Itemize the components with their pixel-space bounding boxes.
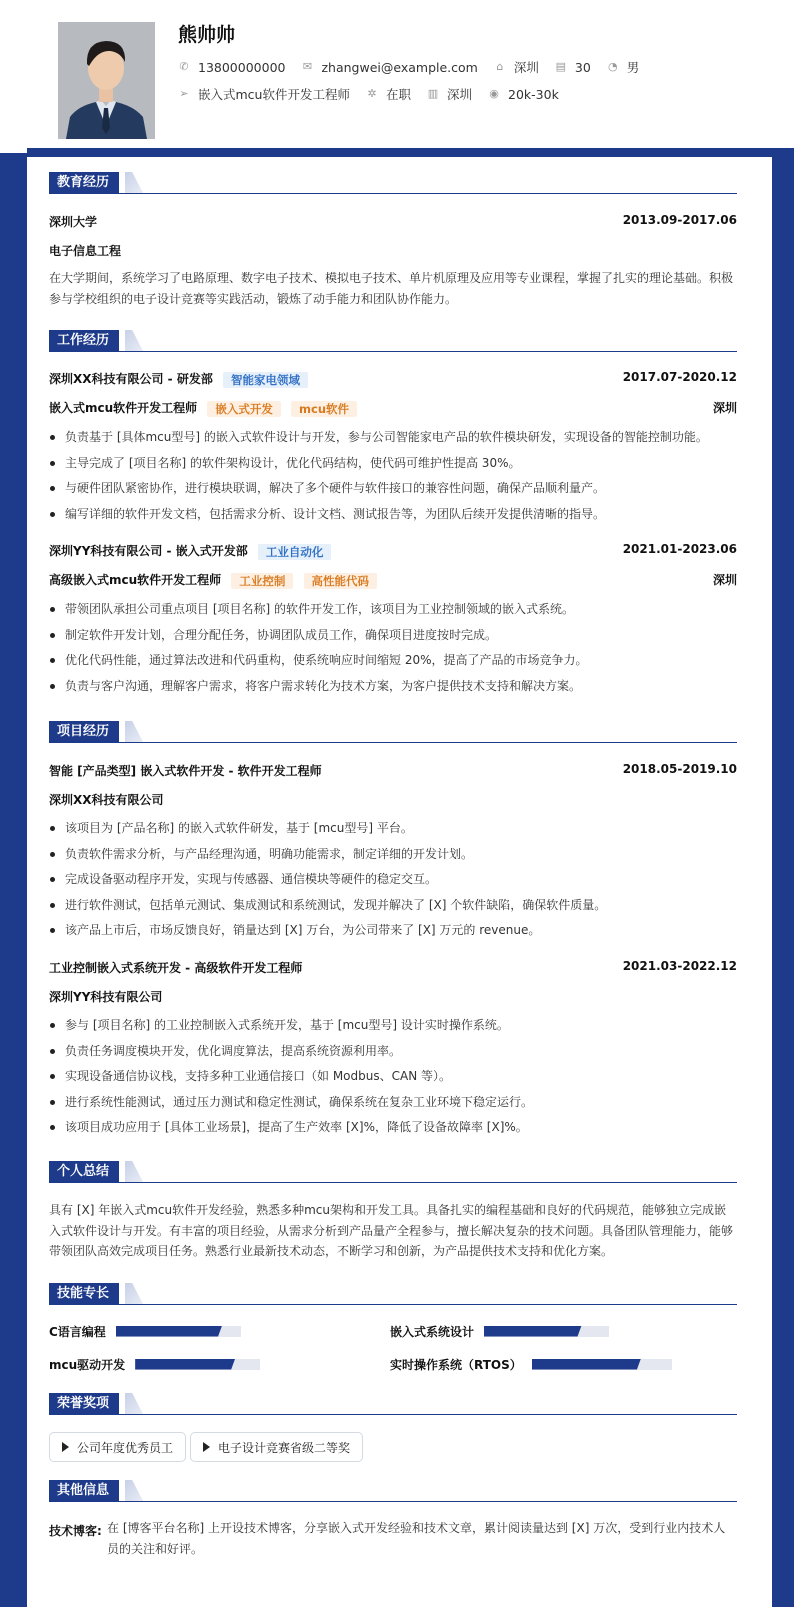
work-1-tag: mcu软件 bbox=[291, 401, 357, 417]
section-title-tail bbox=[125, 1283, 143, 1304]
list-item: 主导完成了 [项目名称] 的软件架构设计，优化代码结构，使代码可维护性提高 30%。 bbox=[49, 455, 737, 481]
play-triangle-icon bbox=[62, 1442, 69, 1452]
email-item bbox=[301, 60, 477, 75]
building-icon: ▥ bbox=[427, 87, 439, 100]
section-title-tail bbox=[125, 172, 143, 193]
edu-description: 在大学期间，系统学习了电路原理、数字电子技术、模拟电子技术、单片机原理及应用等专业课程，掌握了扎实的理论基础。积极参与学校组织的电子设计竞赛等实践活动，锻炼了动手能力和团队协作能力。 bbox=[49, 271, 734, 306]
skill-item bbox=[390, 1323, 609, 1339]
salary-value: 20k-30k bbox=[508, 86, 559, 102]
section-skills bbox=[49, 1283, 737, 1305]
phone-item bbox=[178, 60, 285, 75]
target-city-value: 深圳 bbox=[447, 87, 473, 102]
list-item: 制定软件开发计划，合理分配任务，协调团队成员工作，确保项目进度按时完成。 bbox=[49, 627, 737, 653]
list-item: 负责任务调度模块开发，优化调度算法，提高系统资源利用率。 bbox=[49, 1043, 737, 1069]
coin-icon: ◉ bbox=[489, 87, 499, 100]
list-item: 与硬件团队紧密协作，进行模块联调，解决了多个硬件与软件接口的兼容性问题，确保产品顺利量产。 bbox=[49, 480, 737, 506]
project-1-title: 智能 [产品类型] 嵌入式软件开发 - 软件开发工程师 bbox=[49, 764, 322, 778]
skill-level-bar bbox=[532, 1359, 672, 1370]
skill-level-bar bbox=[135, 1359, 260, 1370]
section-rule bbox=[49, 1304, 737, 1306]
section-title: 个人总结 bbox=[49, 1161, 119, 1182]
section-title-tail bbox=[125, 1480, 143, 1501]
work-1-date: 2017.07-2020.12 bbox=[622, 370, 737, 384]
list-item: 编写详细的软件开发文档，包括需求分析、设计文档、测试报告等，为团队后续开发提供清晰的指导。 bbox=[49, 506, 737, 532]
work-2-company: 深圳YY科技有限公司 - 嵌入式开发部 bbox=[49, 544, 248, 558]
phone-value: 13800000000 bbox=[198, 59, 286, 75]
home-icon: ⌂ bbox=[496, 60, 504, 73]
list-item: 该项目成功应用于 [具体工业场景]，提高了生产效率 [X]%，降低了设备故障率 [X]%。 bbox=[49, 1119, 737, 1145]
section-title-tail bbox=[125, 721, 143, 742]
list-item: 参与 [项目名称] 的工业控制嵌入式系统开发，基于 [mcu型号] 设计实时操作系统。 bbox=[49, 1017, 737, 1043]
list-item: 优化代码性能，通过算法改进和代码重构，使系统响应时间缩短 20%，提高了产品的市场竞争力。 bbox=[49, 652, 737, 678]
honor-text: 公司年度优秀员工 bbox=[77, 1440, 174, 1455]
honor-text: 电子设计竞赛省级二等奖 bbox=[218, 1440, 351, 1455]
section-title: 荣誉奖项 bbox=[49, 1393, 119, 1414]
section-honors bbox=[49, 1393, 737, 1415]
section-title-tail bbox=[125, 330, 143, 351]
section-rule bbox=[49, 1414, 737, 1416]
location-item bbox=[494, 58, 539, 76]
work-2-bullets bbox=[49, 601, 737, 703]
work-2-city: 深圳 bbox=[712, 573, 737, 587]
list-item: 完成设备驱动程序开发，实现与传感器、通信模块等硬件的稳定交互。 bbox=[49, 871, 737, 897]
skill-item bbox=[49, 1356, 260, 1372]
list-item: 负责与客户沟通，理解客户需求，将客户需求转化为技术方案，为客户提供技术支持和解决方案。 bbox=[49, 678, 737, 704]
avatar bbox=[58, 22, 155, 139]
work-2-role-line bbox=[49, 571, 377, 589]
honor-item bbox=[49, 1432, 186, 1462]
edu-date: 2013.09-2017.06 bbox=[622, 213, 737, 227]
section-title: 其他信息 bbox=[49, 1480, 119, 1501]
honor-item bbox=[190, 1432, 363, 1462]
section-title: 教育经历 bbox=[49, 172, 119, 193]
age-value: 30 bbox=[574, 59, 591, 75]
skill-level-fill bbox=[532, 1359, 641, 1370]
mail-icon: ✉ bbox=[302, 60, 313, 73]
section-projects bbox=[49, 721, 737, 743]
skill-item bbox=[390, 1356, 672, 1372]
project-2-date: 2021.03-2022.12 bbox=[622, 959, 737, 973]
list-item: 带领团队承担公司重点项目 [项目名称] 的软件开发工作，该项目为工业控制领域的嵌入式系统。 bbox=[49, 601, 737, 627]
list-item: 负责基于 [具体mcu型号] 的嵌入式软件设计与开发，参与公司智能家电产品的软件模块研发，实现设备的智能控制功能。 bbox=[49, 429, 737, 455]
work-1-role-line bbox=[49, 399, 357, 417]
section-rule bbox=[49, 742, 737, 744]
job-target-value: 嵌入式mcu软件开发工程师 bbox=[198, 87, 350, 102]
list-item: 进行系统性能测试，通过压力测试和稳定性测试，确保系统在复杂工业环境下稳定运行。 bbox=[49, 1094, 737, 1120]
project-2-title: 工业控制嵌入式系统开发 - 高级软件开发工程师 bbox=[49, 961, 303, 975]
skill-name: mcu驱动开发 bbox=[49, 1357, 126, 1372]
summary-text: 具有 [X] 年嵌入式mcu软件开发经验，熟悉多种mcu架构和开发工具。具备扎实的编程基础和良好的代码规范，能够独立完成嵌入式软件设计与开发。有丰富的项目经验，从需求分析到产品量产全程参与，擅长解决复杂的技术问题。具备团队管理能力，能够带领团队高效完成项目任务。熟悉行业最新技术动态，不断学习和创新，为产品提供技术支持和优化方案。 bbox=[49, 1203, 734, 1258]
section-other bbox=[49, 1480, 737, 1502]
play-triangle-icon bbox=[203, 1442, 210, 1452]
location-value: 深圳 bbox=[513, 60, 539, 75]
project-1-bullets bbox=[49, 820, 737, 948]
work-2-role: 高级嵌入式mcu软件开发工程师 bbox=[49, 573, 222, 587]
header-divider-bar bbox=[27, 148, 794, 157]
section-rule bbox=[49, 351, 737, 353]
list-item: 该产品上市后，市场反馈良好，销量达到 [X] 万台，为公司带来了 [X] 万元的 revenue。 bbox=[49, 922, 737, 948]
skill-level-fill bbox=[484, 1326, 582, 1337]
work-2-date: 2021.01-2023.06 bbox=[622, 542, 737, 556]
skill-item bbox=[49, 1323, 241, 1339]
send-icon: ➢ bbox=[179, 87, 189, 100]
email-value: zhangwei@example.com bbox=[321, 59, 478, 75]
project-1-company: 深圳XX科技有限公司 bbox=[49, 793, 164, 807]
project-1-date: 2018.05-2019.10 bbox=[622, 762, 737, 776]
frame-right-accent bbox=[772, 148, 794, 1607]
section-education bbox=[49, 172, 737, 194]
job-target-item bbox=[178, 85, 350, 103]
other-label: 技术博客: bbox=[49, 1524, 102, 1538]
contact-row bbox=[178, 58, 655, 76]
edu-major: 电子信息工程 bbox=[49, 244, 122, 258]
phone-icon: ✆ bbox=[179, 60, 189, 73]
skill-level-fill bbox=[116, 1326, 222, 1337]
section-title: 工作经历 bbox=[49, 330, 119, 351]
section-title: 项目经历 bbox=[49, 721, 119, 742]
list-item: 负责软件需求分析，与产品经理沟通，明确功能需求，制定详细的开发计划。 bbox=[49, 846, 737, 872]
project-2-bullets bbox=[49, 1017, 737, 1145]
work-1-company-line bbox=[49, 370, 308, 388]
gender-item bbox=[607, 58, 640, 76]
salary-item bbox=[488, 87, 559, 102]
work-2-industry-tag: 工业自动化 bbox=[258, 544, 332, 560]
edu-school: 深圳大学 bbox=[49, 215, 98, 229]
calendar-icon: ▤ bbox=[555, 60, 567, 73]
gender-value: 男 bbox=[626, 60, 640, 75]
work-1-company: 深圳XX科技有限公司 - 研发部 bbox=[49, 372, 213, 386]
other-text: 在 [博客平台名称] 上开设技术博客，分享嵌入式开发经验和技术文章，累计阅读量达到 [X] 万次，受到行业内技术人员的关注和好评。 bbox=[107, 1521, 726, 1556]
skill-level-bar bbox=[484, 1326, 609, 1337]
gender-icon: ◔ bbox=[607, 60, 618, 73]
frame-left-accent bbox=[0, 0, 27, 1607]
section-title: 技能专长 bbox=[49, 1283, 119, 1304]
age-item bbox=[555, 60, 591, 75]
skill-name: 实时操作系统（RTOS） bbox=[390, 1357, 522, 1372]
section-rule bbox=[49, 1501, 737, 1503]
work-1-city: 深圳 bbox=[712, 401, 737, 415]
list-item: 该项目为 [产品名称] 的嵌入式软件研发，基于 [mcu型号] 平台。 bbox=[49, 820, 737, 846]
list-item: 实现设备通信协议栈，支持多种工业通信接口（如 Modbus、CAN 等）。 bbox=[49, 1068, 737, 1094]
section-rule bbox=[49, 1182, 737, 1184]
section-summary bbox=[49, 1161, 737, 1183]
job-intent-row bbox=[178, 85, 575, 103]
skill-name: C语言编程 bbox=[49, 1324, 106, 1339]
section-title-tail bbox=[125, 1393, 143, 1414]
work-1-bullets bbox=[49, 429, 737, 531]
work-2-tag: 工业控制 bbox=[231, 573, 293, 589]
skill-name: 嵌入式系统设计 bbox=[390, 1324, 475, 1339]
status-value: 在职 bbox=[385, 87, 411, 102]
skill-level-bar bbox=[116, 1326, 241, 1337]
section-work bbox=[49, 330, 737, 352]
work-1-role: 嵌入式mcu软件开发工程师 bbox=[49, 401, 198, 415]
project-2-company: 深圳YY科技有限公司 bbox=[49, 990, 163, 1004]
work-2-company-line bbox=[49, 542, 331, 560]
skill-level-fill bbox=[135, 1359, 235, 1370]
target-city-item bbox=[427, 85, 472, 103]
list-item: 进行软件测试，包括单元测试、集成测试和系统测试，发现并解决了 [X] 个软件缺陷，确保软件质量。 bbox=[49, 897, 737, 923]
section-title-tail bbox=[125, 1161, 143, 1182]
section-rule bbox=[49, 193, 737, 195]
candidate-name: 熊帅帅 bbox=[178, 24, 236, 46]
work-1-tag: 嵌入式开发 bbox=[207, 401, 281, 417]
work-1-industry-tag: 智能家电领域 bbox=[223, 372, 308, 388]
work-2-tag: 高性能代码 bbox=[304, 573, 378, 589]
status-item bbox=[366, 85, 411, 103]
gear-icon: ✲ bbox=[367, 87, 377, 100]
